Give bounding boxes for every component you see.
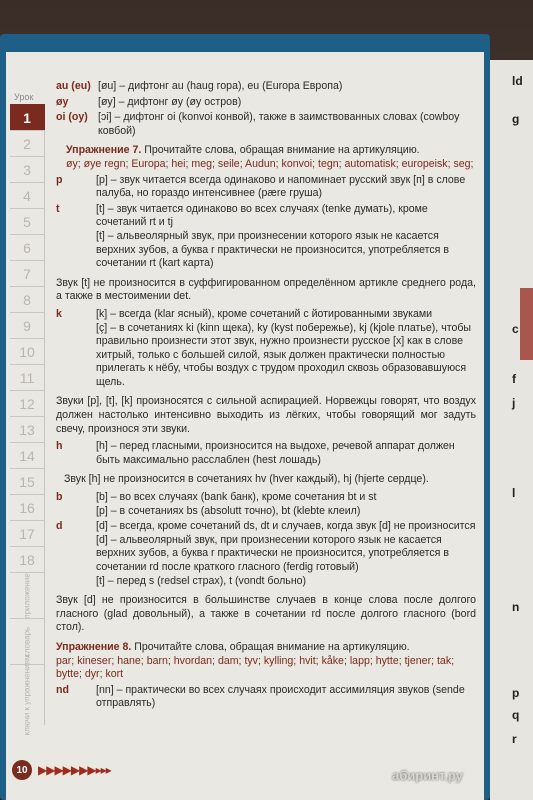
watermark: абиринт.ру <box>392 768 463 783</box>
note-aspiration: Звуки [p], [t], [k] произносятся с сильной аспирацией. Норвежцы говорят, что воздух должен настолько интенсивно выходить из лёгких, чтобы говорящий мог задуть свечу, произнося эти звуки. <box>56 395 476 435</box>
lesson-tab-9[interactable]: 9 <box>10 312 45 338</box>
right-page-letter: n <box>512 600 520 614</box>
exercise-words: øy; øye regn; Europa; hei; meg; seile; Audun; konvoi; tegn; automatisk; europeisk; seg; <box>66 157 474 170</box>
entry-label: d <box>56 520 63 533</box>
right-page-letter: p <box>512 686 520 700</box>
entry-oy <box>56 96 476 110</box>
lesson-tab-3[interactable]: 3 <box>10 156 45 182</box>
entry-label: b <box>56 491 63 504</box>
book-page <box>6 52 484 800</box>
lesson-tab-17[interactable]: 17 <box>10 520 45 546</box>
lesson-tab-14[interactable]: 14 <box>10 442 45 468</box>
lesson-tab-4[interactable]: 4 <box>10 182 45 208</box>
lesson-tab-8[interactable]: 8 <box>10 286 45 312</box>
entry-label: oi (oy) <box>56 111 88 124</box>
entry-text: [ɔi] – дифтонг oi (konvoi конвой), также в заимствованных словах (cowboy ковбой) <box>98 111 460 137</box>
entry-text: [p] – звук читается всегда одинаково и напоминает русский звук [п] в слове палуба, но гораздо интенсивнее (pære груша) <box>96 173 466 200</box>
right-page <box>490 60 533 800</box>
lesson-tab-12[interactable]: 12 <box>10 390 45 416</box>
entry-t <box>56 203 476 271</box>
lesson-tab-18[interactable]: 18 <box>10 546 45 572</box>
entry-oi <box>56 111 476 138</box>
entry-text: [b] – во всех случаях (bank банк), кроме сочетания bt и st <box>96 491 377 504</box>
right-page-letter: ld <box>512 74 523 88</box>
right-page-letter: f <box>512 372 516 386</box>
right-page-letter: q <box>512 708 520 722</box>
entry-text: [k] – всегда (klar ясный), кроме сочетаний с йотированными звуками <box>96 307 433 320</box>
lesson-tab-11[interactable]: 11 <box>10 364 45 390</box>
entry-p <box>56 174 476 201</box>
right-page-color-box <box>520 288 533 360</box>
note-t: Звук [t] не произносится в суффигированном определённом артикле среднего рода, а также в местоимении det. <box>56 276 476 303</box>
entry-label: k <box>56 307 62 320</box>
entry-label: p <box>56 173 63 186</box>
exercise-title: Упражнение 7. <box>66 144 142 157</box>
exercise-words: par; kineser; hane; barn; hvordan; dam; tyv; kylling; hvit; kåke; lapp; hytte; tjener; tak; bytte; dyr; kort <box>56 654 455 681</box>
entry-text: [t] – перед s (redsel страх), t (vondt больно) <box>96 574 307 587</box>
entry-k <box>56 308 476 390</box>
entry-d <box>56 520 476 588</box>
entry-text: [ç] – в сочетаниях ki (kinn щека), ky (kyst побережье), kj (kjole платье), чтобы правильно произнести этот звук, нужно произнести русское [х] как в слове хитрый, только с большей силой, язык должен практически полностью прилегать к нёбу, чтобы воздух с трудом проходил сквозь образовавшуюся щель. <box>96 321 472 388</box>
lesson-tab-1[interactable]: 1 <box>10 104 45 130</box>
entry-text: [øu] – дифтонг au (haug гора), eu (Europa Европа) <box>98 80 343 92</box>
exercise-8 <box>56 641 476 682</box>
right-page-letter: l <box>512 486 516 500</box>
note-d: Звук [d] не произносится в большинстве случаев в конце слова после долгого гласного (glad довольный), а также в сочетании rd после долгого гласного (bord стол). <box>56 594 476 634</box>
entry-text: [nn] – практически во всех случаях происходит ассимиляция звуков (sende отправлять) <box>96 683 465 710</box>
lesson-sidebar <box>6 92 48 800</box>
entry-label: øy <box>56 95 69 108</box>
page-number: 10 <box>12 760 32 780</box>
entry-b <box>56 491 476 518</box>
lesson-tab-16[interactable]: 16 <box>10 494 45 520</box>
entry-text: [øy] – дифтонг øy (øy остров) <box>98 95 242 108</box>
entry-text: [h] – перед гласными, произносится на выдохе, речевой аппарат должен быть максимально расслаблен (hest лошадь) <box>96 440 455 466</box>
entry-label: nd <box>56 683 69 696</box>
entry-text: [p] – в сочетаниях bs (absolutt точно), bt (klebte клеил) <box>96 504 361 517</box>
entry-text: [t] – звук читается одинаково во всех случаях (tenke думать), кроме сочетаний rt и tj <box>96 202 428 229</box>
entry-label: t <box>56 202 60 215</box>
right-page-letter: g <box>512 112 520 126</box>
exercise-instruction: Прочитайте слова, обращая внимание на артикуляцию. <box>134 640 410 653</box>
lesson-tab-15[interactable]: 15 <box>10 468 45 494</box>
exercise-title: Упражнение 8. <box>56 640 132 653</box>
lesson-tab-10[interactable]: 10 <box>10 338 45 364</box>
lesson-tab-13[interactable]: 13 <box>10 416 45 442</box>
entry-h <box>56 440 476 467</box>
entry-nd <box>56 684 476 711</box>
entry-label: h <box>56 440 63 453</box>
lesson-tab-5[interactable]: 5 <box>10 208 45 234</box>
entry-text: [d] – альвеолярный звук, при произнесении которого язык не касается верхних зубов, а буква r практически не произносится, употребляется в сочетании rd после краткого гласного (ferdig готовый) <box>96 533 449 573</box>
tab-dictionary[interactable]: словарь <box>10 618 45 665</box>
exercise-instruction: Прочитайте слова, обращая внимание на артикуляцию. <box>144 144 420 157</box>
right-page-letter: c <box>512 322 519 336</box>
exercise-7 <box>66 144 476 171</box>
lesson-tab-7[interactable]: 7 <box>10 260 45 286</box>
tab-appendix[interactable]: приложение <box>10 572 45 619</box>
sidebar-header: Урок <box>14 92 34 102</box>
page-content <box>56 80 476 713</box>
note-h: Звук [h] не произносится в сочетаниях hv (hver каждый), hj (hjerte сердце). <box>64 473 429 486</box>
entry-au <box>56 80 476 94</box>
right-page-letter: r <box>512 732 517 746</box>
right-page-letter: j <box>512 396 516 410</box>
entry-text: [t] – альвеолярный звук, при произнесении которого язык не касается верхних зубов, а буква r практически не произносится, употребляется в сочетании rt (kart карта) <box>96 229 449 270</box>
page-footer <box>12 760 111 780</box>
lesson-tab-6[interactable]: 6 <box>10 234 45 260</box>
entry-text: [d] – всегда, кроме сочетаний ds, dt и случаев, когда звук [d] не произносится <box>96 520 476 533</box>
tab-answer-keys[interactable]: ключи к упражнениям <box>10 664 45 725</box>
entry-label: au (eu) <box>56 80 91 92</box>
arrows-decoration: ▶▶▶▶▶▶▶▸▸▸ <box>38 763 111 777</box>
lesson-tab-2[interactable]: 2 <box>10 130 45 156</box>
